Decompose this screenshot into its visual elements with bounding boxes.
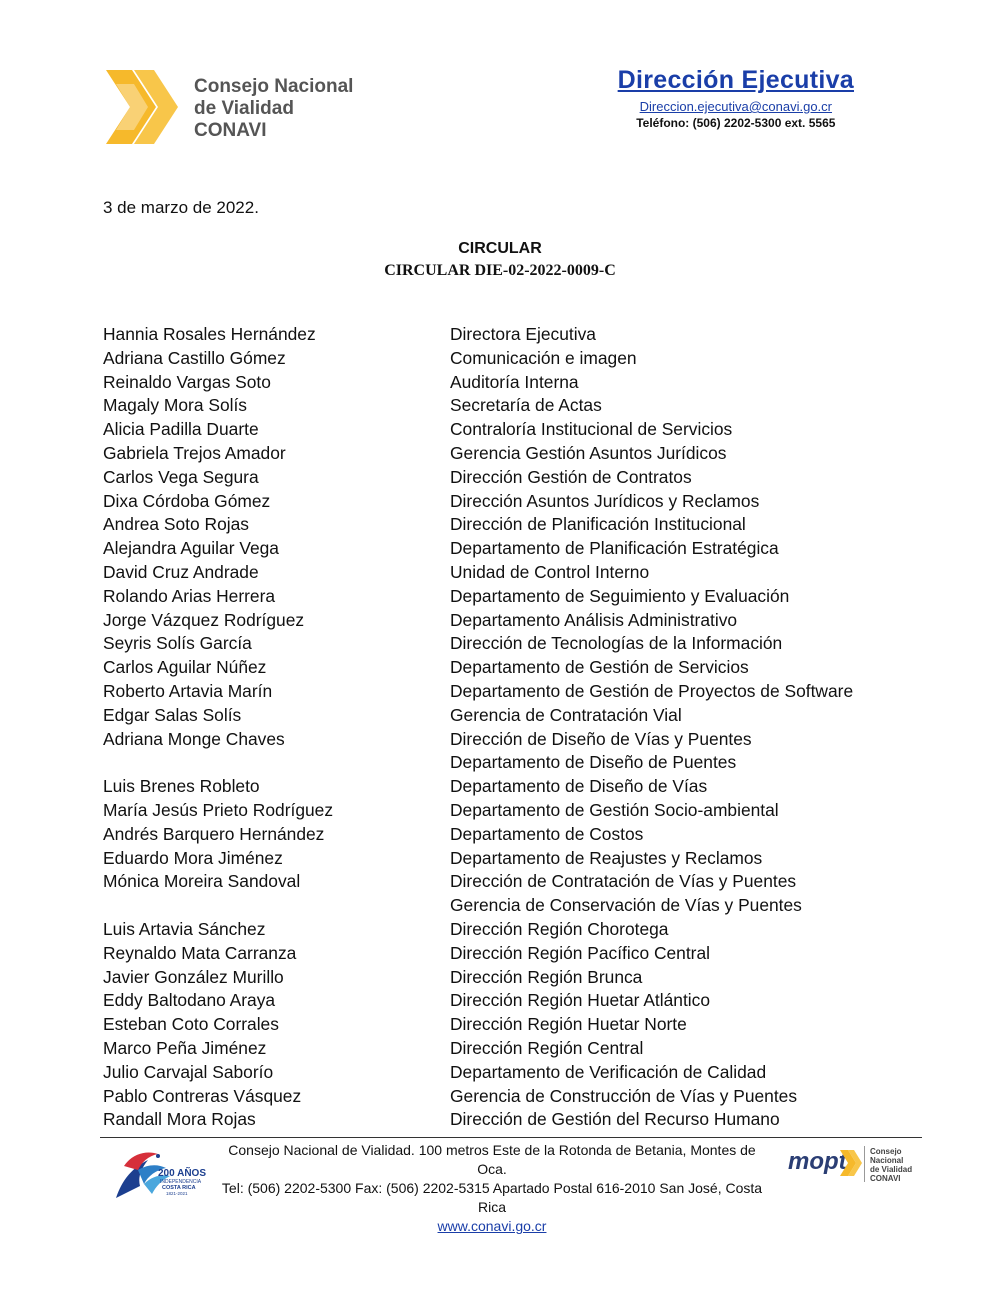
document-date: 3 de marzo de 2022. <box>103 198 259 217</box>
recipient-row <box>103 728 903 752</box>
recipient-name: Adriana Monge Chaves <box>103 728 285 749</box>
recipient-department: Dirección de Gestión del Recurso Humano <box>450 1109 780 1130</box>
recipient-department: Comunicación e imagen <box>450 347 637 368</box>
recipient-department: Gerencia de Construcción de Vías y Puentes <box>450 1085 798 1106</box>
recipient-row <box>103 1037 903 1061</box>
recipient-name: Carlos Aguilar Núñez <box>103 657 267 678</box>
recipient-row <box>103 537 903 561</box>
recipient-row <box>103 942 903 966</box>
recipient-department: Departamento de Diseño de Puentes <box>450 752 737 773</box>
recipient-row <box>103 894 903 918</box>
recipient-name: Adriana Castillo Gómez <box>103 347 286 368</box>
recipient-row <box>103 918 903 942</box>
recipient-department: Auditoría Interna <box>450 371 579 392</box>
recipient-name: Gabriela Trejos Amador <box>103 442 286 463</box>
recipient-row <box>103 585 903 609</box>
recipient-name: Eddy Baltodano Araya <box>103 990 276 1011</box>
recipient-department: Departamento de Planificación Estratégica <box>450 538 779 559</box>
recipient-name: Seyris Solís García <box>103 633 252 654</box>
recipient-row <box>103 680 903 704</box>
recipient-department: Departamento de Gestión de Proyectos de Software <box>450 680 854 701</box>
recipient-department: Contraloría Institucional de Servicios <box>450 419 733 440</box>
recipient-row <box>103 418 903 442</box>
recipient-row <box>103 870 903 894</box>
recipient-name: Reynaldo Mata Carranza <box>103 942 297 963</box>
document-heading: CIRCULAR <box>458 240 542 257</box>
recipient-row <box>103 1061 903 1085</box>
recipient-department: Gerencia Gestión Asuntos Jurídicos <box>450 442 727 463</box>
recipient-department: Dirección de Contratación de Vías y Puentes <box>450 871 797 892</box>
document-reference: CIRCULAR DIE-02-2022-0009-C <box>384 262 616 279</box>
recipient-name: Esteban Coto Corrales <box>103 1014 279 1035</box>
recipient-row <box>103 561 903 585</box>
phone-text: Teléfono: (506) 2202-5300 ext. 5565 <box>636 116 836 130</box>
recipient-row <box>103 323 903 347</box>
recipient-row <box>103 847 903 871</box>
recipient-row <box>103 1108 903 1132</box>
department-title: Dirección Ejecutiva <box>617 66 854 94</box>
recipient-name: Jorge Vázquez Rodríguez <box>103 609 305 630</box>
website-link[interactable]: www.conavi.go.cr <box>437 1218 547 1234</box>
recipient-row <box>103 823 903 847</box>
recipient-department: Departamento de Costos <box>450 823 644 844</box>
recipient-name: Edgar Salas Solís <box>103 704 242 725</box>
footer-address: Consejo Nacional de Vialidad. 100 metros Este de la Rotonda de Betania, Montes de Oca. <box>228 1142 756 1177</box>
recipient-row <box>103 704 903 728</box>
footer-divider <box>100 1137 922 1138</box>
recipient-department: Departamento de Reajustes y Reclamos <box>450 847 763 868</box>
footer-text <box>212 1141 772 1236</box>
recipient-row <box>103 371 903 395</box>
mopt-org-line-2: de Vialidad <box>870 1165 913 1174</box>
mopt-org-line-1: Consejo Nacional <box>870 1147 904 1165</box>
recipient-row <box>103 751 903 775</box>
recipient-row <box>103 347 903 371</box>
recipient-name: Dixa Córdoba Gómez <box>103 490 271 511</box>
recipient-name: Andrea Soto Rojas <box>103 514 249 535</box>
recipient-name: Mónica Moreira Sandoval <box>103 871 301 892</box>
org-line-3: CONAVI <box>194 120 267 141</box>
recipient-row <box>103 513 903 537</box>
recipient-department: Dirección Asuntos Jurídicos y Reclamos <box>450 490 760 511</box>
recipient-department: Departamento de Gestión Socio-ambiental <box>450 799 779 820</box>
recipient-department: Departamento de Gestión de Servicios <box>450 657 749 678</box>
recipient-department: Departamento Análisis Administrativo <box>450 609 738 630</box>
recipient-name: Andrés Barquero Hernández <box>103 823 325 844</box>
recipient-row <box>103 966 903 990</box>
org-line-2: de Vialidad <box>194 98 294 119</box>
recipient-department: Secretaría de Actas <box>450 395 602 416</box>
recipient-department: Dirección de Diseño de Vías y Puentes <box>450 728 752 749</box>
recipient-name: Reinaldo Vargas Soto <box>103 371 271 392</box>
recipient-department: Directora Ejecutiva <box>450 324 596 344</box>
bicentennial-range: 1821-2021 <box>166 1191 188 1196</box>
recipient-name: Javier González Murillo <box>103 966 284 987</box>
recipient-department: Dirección Región Huetar Norte <box>450 1014 687 1035</box>
recipient-row <box>103 442 903 466</box>
mopt-wordmark: mopt <box>788 1148 847 1175</box>
recipient-list <box>103 323 903 1132</box>
recipient-name: Pablo Contreras Vásquez <box>103 1085 302 1106</box>
recipient-row <box>103 490 903 514</box>
recipient-department: Dirección Región Chorotega <box>450 918 669 939</box>
mopt-chevron-icon <box>840 1150 862 1176</box>
recipient-row <box>103 656 903 680</box>
recipient-name: María Jesús Prieto Rodríguez <box>103 799 334 820</box>
recipient-name: Carlos Vega Segura <box>103 466 259 487</box>
recipient-department: Departamento de Verificación de Calidad <box>450 1061 767 1082</box>
recipient-row <box>103 632 903 656</box>
recipient-department: Gerencia de Contratación Vial <box>450 704 682 725</box>
bird-icon <box>108 1146 212 1206</box>
conavi-logo <box>104 66 354 148</box>
mopt-org-text <box>870 1147 928 1183</box>
recipient-department: Dirección de Tecnologías de la Información <box>450 633 783 654</box>
recipient-name: Randall Mora Rojas <box>103 1109 256 1130</box>
recipient-row <box>103 1013 903 1037</box>
conavi-logo-text <box>194 76 353 142</box>
recipient-name: Magaly Mora Solís <box>103 395 248 416</box>
recipient-department: Dirección Región Central <box>450 1037 644 1058</box>
bicentennial-independence: INDEPENDENCIA <box>160 1179 202 1185</box>
recipient-row <box>103 609 903 633</box>
recipient-name: Alejandra Aguilar Vega <box>103 538 279 559</box>
bicentennial-logo <box>108 1146 212 1206</box>
org-line-1: Consejo Nacional <box>194 76 354 97</box>
recipient-row <box>103 394 903 418</box>
recipient-name: Eduardo Mora Jiménez <box>103 847 283 868</box>
recipient-department: Unidad de Control Interno <box>450 561 650 582</box>
recipient-name: Luis Brenes Robleto <box>103 776 260 797</box>
mopt-logo <box>788 1146 928 1186</box>
header-contact <box>618 66 854 130</box>
mopt-separator <box>864 1146 865 1182</box>
recipient-department: Dirección Región Pacífico Central <box>450 942 711 963</box>
conavi-chevron-icon <box>104 66 190 148</box>
email-link[interactable]: Direccion.ejecutiva@conavi.go.cr <box>639 99 833 114</box>
footer-contact: Tel: (506) 2202-5300 Fax: (506) 2202-5315 Apartado Postal 616-2010 San José, Costa Rica <box>221 1180 763 1215</box>
recipient-name: Marco Peña Jiménez <box>103 1037 267 1058</box>
recipient-department: Dirección Gestión de Contratos <box>450 466 692 487</box>
recipient-department: Dirección Región Brunca <box>450 966 643 987</box>
recipient-row <box>103 775 903 799</box>
recipient-department: Gerencia de Conservación de Vías y Puentes <box>450 895 802 916</box>
recipient-row <box>103 466 903 490</box>
bicentennial-years: 200 AÑOS <box>158 1168 206 1179</box>
recipient-name: David Cruz Andrade <box>103 561 259 582</box>
bicentennial-country: COSTA RICA <box>162 1185 196 1191</box>
recipient-department: Dirección Región Huetar Atlántico <box>450 990 711 1011</box>
recipient-row <box>103 989 903 1013</box>
recipient-name: Hannia Rosales Hernández <box>103 324 316 344</box>
recipient-department: Departamento de Seguimiento y Evaluación <box>450 585 790 606</box>
recipient-name: Roberto Artavia Marín <box>103 680 273 701</box>
recipient-department: Departamento de Diseño de Vías <box>450 776 708 797</box>
recipient-department: Dirección de Planificación Institucional <box>450 514 746 535</box>
recipient-name: Alicia Padilla Duarte <box>103 419 259 440</box>
recipient-row <box>103 1085 903 1109</box>
recipient-name: Rolando Arias Herrera <box>103 585 276 606</box>
recipient-row <box>103 799 903 823</box>
recipient-name: Julio Carvajal Saborío <box>103 1061 274 1082</box>
recipient-name: Luis Artavia Sánchez <box>103 918 266 939</box>
mopt-org-line-3: CONAVI <box>870 1174 901 1183</box>
